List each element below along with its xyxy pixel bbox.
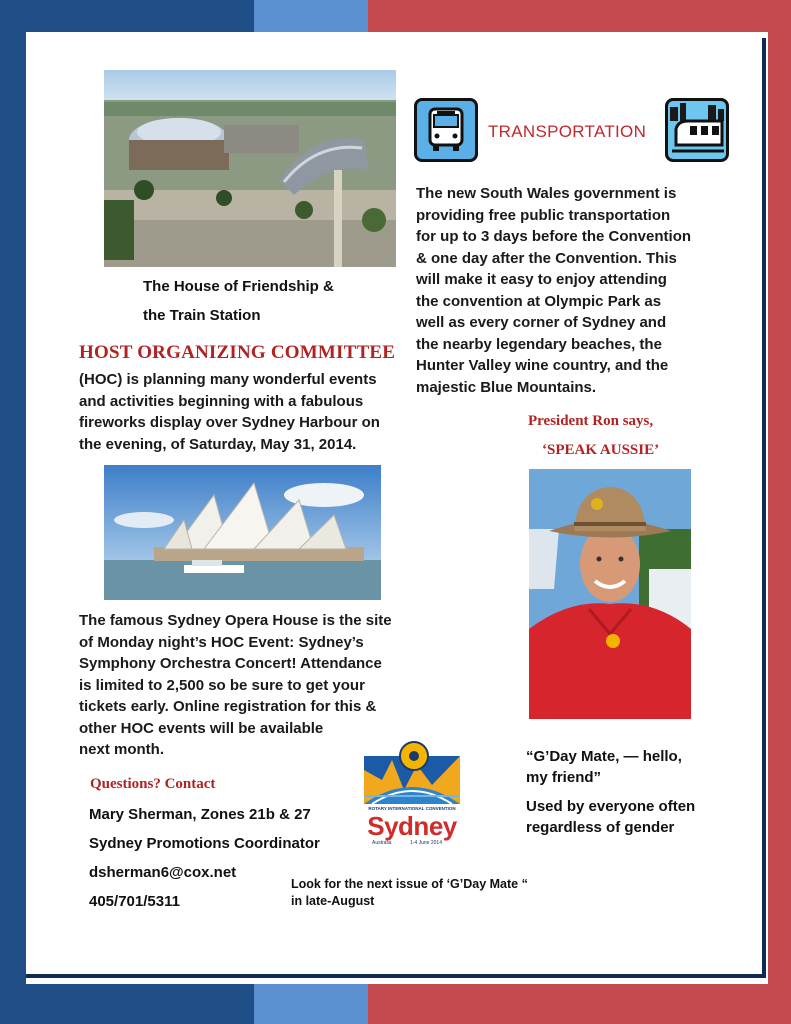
contact-heading: Questions? Contact [90,776,216,792]
transportation-text [416,183,716,398]
opera-text-line6: other HOC events will be available [79,719,324,737]
opera-text [79,610,409,761]
bus-icon [414,98,478,162]
opera-text-line4: is limited to 2,500 so be sure to get your [79,676,365,694]
transportation-line5: will make it easy to enjoy attending [416,271,667,288]
gday-usage [526,796,695,838]
next-issue-line2: in late-August [291,894,375,908]
rotary-sydney-logo [362,740,462,850]
logo-dates: 1-4 June 2014 [410,840,442,846]
sydney-opera-house-photo [104,465,381,600]
hoc-text-line1: (HOC) is planning many wonderful events [79,371,377,388]
contact-email[interactable]: dsherman6@cox.net [89,864,237,881]
transportation-line3: for up to 3 days before the Convention [416,228,692,245]
transportation-line9: Hunter Valley wine country, and the [416,357,669,374]
top-caption-line1: The House of Friendship & [143,278,334,295]
gday-quote [526,746,682,788]
border-bottom-blue [254,984,368,1024]
contact-name: Mary Sherman, Zones 21b & 27 [89,806,311,823]
opera-text-line1: The famous Sydney Opera House is the site [79,612,392,629]
transportation-line7: well as every corner of Sydney and [416,314,667,331]
opera-text-line3: Symphony Orchestra Concert! Attendance [79,655,382,672]
aerial-stadium-photo [104,70,396,267]
hoc-text-line2: and activities beginning with a fabulous [79,392,364,410]
train-icon [665,98,729,162]
transportation-line2: providing free public transportation [416,206,671,224]
next-issue-note [291,876,528,910]
logo-country: Australia [372,840,392,846]
transportation-line4: & one day after the Convention. This [416,249,677,267]
border-top-navy [0,0,254,32]
border-bottom-navy [0,984,254,1024]
next-issue-line1: Look for the next issue of ‘G’Day Mate “ [291,877,528,891]
gday-line3: Used by everyone often [526,798,696,815]
transportation-line10: majestic Blue Mountains. [416,378,597,396]
logo-word: Sydney [367,811,457,841]
logo-small-text: ROTARY INTERNATIONAL CONVENTION [368,806,456,811]
gday-line1: “G’Day Mate, — hello, [526,748,682,765]
gday-line2: my friend” [526,769,602,786]
border-left [0,0,26,1024]
contact-role: Sydney Promotions Coordinator [89,835,320,852]
top-caption-line2: the Train Station [143,307,261,324]
border-top-blue [254,0,368,32]
opera-text-line5: tickets early. Online registration for this & [79,698,377,715]
transportation-line1: The new South Wales government is [416,185,677,202]
hoc-heading: HOST ORGANIZING COMMITTEE [79,342,396,363]
transportation-line6: the convention at Olympic Park as [416,292,662,310]
contact-phone: 405/701/5311 [89,893,180,910]
border-top-red [368,0,791,32]
hoc-text-line4: the evening, of Saturday, May 31, 2014. [79,435,357,453]
president-line2: ‘SPEAK AUSSIE’ [542,442,660,458]
gday-line4: regardless of gender [526,819,675,836]
border-bottom-red [368,984,791,1024]
hoc-text [79,369,409,455]
transportation-line8: the nearby legendary beaches, the [416,335,662,353]
president-portrait-photo [529,469,691,719]
opera-text-line2: of Monday night’s HOC Event: Sydney’s [79,633,364,651]
opera-text-line7: next month. [79,741,164,758]
border-right [768,0,791,1024]
president-line1: President Ron says, [528,413,654,429]
transportation-title: TRANSPORTATION [488,122,647,141]
hoc-text-line3: fireworks display over Sydney Harbour on [79,414,380,431]
